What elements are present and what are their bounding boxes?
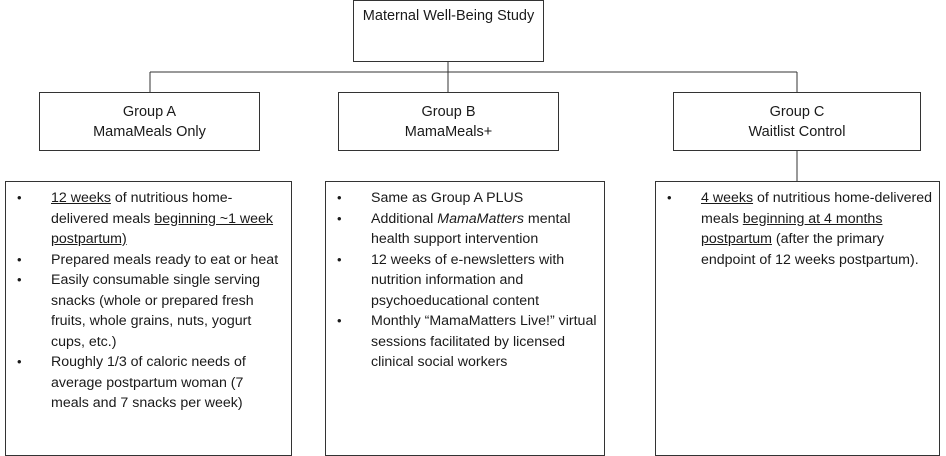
bullet-icon: • (337, 190, 342, 205)
list-item (332, 311, 598, 373)
group-b-details-list (332, 188, 598, 373)
emphasis-text: MamaMatters (437, 210, 524, 227)
item-text: of nutritious home-delivered meals (51, 190, 233, 227)
item-text: mental health support intervention (371, 210, 571, 247)
emphasis-text: beginning ~1 week postpartum) (51, 210, 274, 247)
item-text: of nutritious home-delivered meals (701, 190, 933, 227)
list-item (332, 209, 598, 250)
group-c-details-box (655, 181, 940, 456)
list-item (12, 270, 285, 352)
study-title-box (353, 0, 544, 62)
item-text: Same as Group A PLUS (371, 190, 524, 206)
study-title: Maternal Well-Being Study (362, 8, 535, 24)
bullet-icon: • (17, 190, 22, 205)
bullet-icon: • (337, 251, 342, 267)
group-c-name: Group C (769, 103, 825, 120)
bullet-icon: • (17, 251, 22, 267)
group-c-subtitle: Waitlist Control (748, 123, 846, 140)
group-b-name: Group B (421, 103, 476, 120)
group-a-details-box (5, 181, 292, 456)
item-text: (after the primary endpoint of 12 weeks postpartum). (701, 231, 919, 268)
bullet-icon: • (17, 272, 22, 287)
group-a-details-list (12, 188, 285, 414)
group-b-subtitle: MamaMeals+ (404, 123, 493, 140)
group-c-details-list (662, 188, 933, 270)
item-text: Additional (371, 210, 438, 227)
group-a-name: Group A (122, 103, 177, 120)
group-a-box (39, 92, 260, 151)
group-b-box (338, 92, 559, 151)
bullet-icon: • (337, 313, 342, 328)
item-text: 12 weeks of e-newsletters with nutrition information and psychoeducational content (371, 251, 565, 309)
item-text: Roughly 1/3 of caloric needs of average postpartum woman (7 meals and 7 snacks per week) (51, 354, 246, 411)
bullet-icon: • (337, 210, 342, 226)
group-b-details-box (325, 181, 605, 456)
list-item (332, 250, 598, 312)
group-c-box (673, 92, 921, 151)
item-text: Monthly “MamaMatters Live!” virtual sessions facilitated by licensed clinical social workers (371, 313, 597, 370)
bullet-icon: • (17, 354, 22, 369)
list-item (12, 188, 285, 250)
emphasis-text: 4 weeks (701, 190, 754, 206)
emphasis-text: beginning at 4 months postpartum (701, 210, 883, 247)
list-item (12, 250, 285, 271)
item-text: Easily consumable single serving snacks (whole or prepared fresh fruits, whole grains, nuts, yogurt cups, etc.) (51, 272, 260, 350)
list-item (12, 352, 285, 414)
bullet-icon: • (667, 190, 672, 205)
item-text: Prepared meals ready to eat or heat (51, 251, 279, 268)
list-item (332, 188, 598, 209)
emphasis-text: 12 weeks (51, 190, 111, 206)
group-a-subtitle: MamaMeals Only (93, 123, 206, 140)
list-item (662, 188, 933, 270)
